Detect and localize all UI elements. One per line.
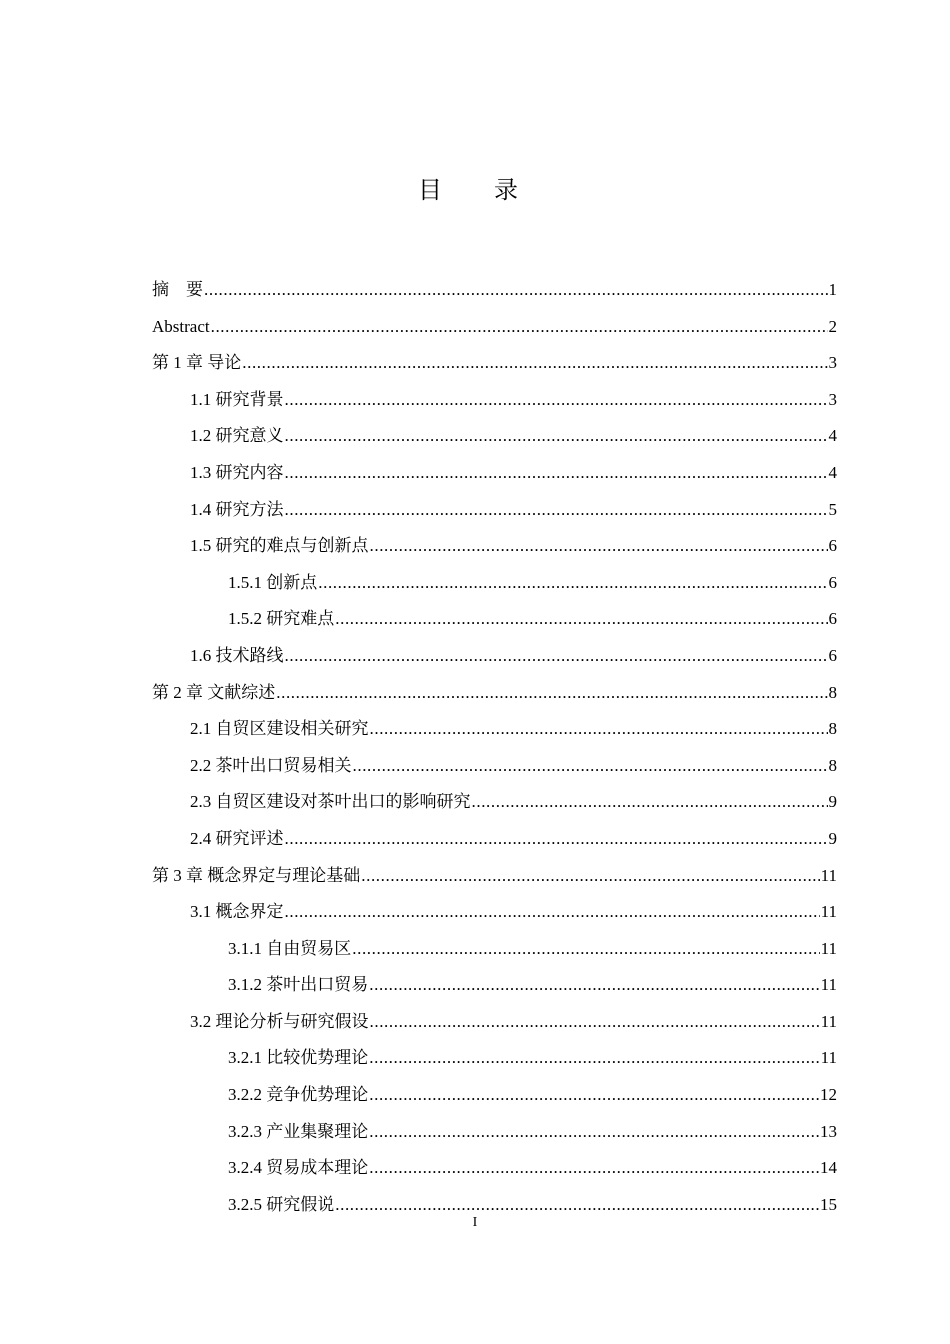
toc-entry[interactable] — [152, 528, 837, 565]
toc-entry-page: 8 — [828, 719, 837, 739]
toc-dot-leader — [318, 565, 827, 602]
toc-dot-leader — [242, 345, 827, 382]
toc-entry-label: 2.1 自贸区建设相关研究 — [190, 719, 369, 739]
toc-dot-leader — [361, 858, 819, 895]
toc-entry-page: 11 — [820, 938, 837, 958]
toc-dot-leader — [285, 894, 820, 931]
toc-dot-leader — [204, 272, 828, 309]
toc-entry-page: 11 — [820, 902, 837, 922]
toc-entry-label: 3.1 概念界定 — [190, 902, 284, 922]
toc-entry[interactable] — [152, 601, 837, 638]
toc-entry-page: 11 — [820, 865, 837, 885]
toc-entry-label: 1.5.1 创新点 — [228, 572, 318, 592]
toc-entry[interactable] — [152, 382, 837, 419]
toc-entry[interactable] — [152, 345, 837, 382]
toc-entry[interactable] — [152, 638, 837, 675]
toc-dot-leader — [472, 784, 828, 821]
toc-entry[interactable] — [152, 565, 837, 602]
toc-entry[interactable] — [152, 1040, 837, 1077]
toc-entry-page: 15 — [820, 1194, 837, 1214]
toc-entry-label: 3.2 理论分析与研究假设 — [190, 1011, 369, 1031]
toc-entry-label: 1.4 研究方法 — [190, 499, 284, 519]
toc-entry-page: 2 — [828, 316, 837, 336]
toc-entry-label: 第 2 章 文献综述 — [152, 682, 276, 702]
toc-entry[interactable] — [152, 931, 837, 968]
toc-entry-label: Abstract — [152, 316, 210, 336]
toc-entry-page: 3 — [828, 353, 837, 373]
toc-entry-page: 11 — [820, 1011, 837, 1031]
toc-entry-label: 1.6 技术路线 — [190, 645, 284, 665]
toc-dot-leader — [285, 455, 828, 492]
toc-dot-leader — [285, 821, 828, 858]
toc-dot-leader — [353, 748, 828, 785]
toc-entry-page: 4 — [828, 462, 837, 482]
toc-entry[interactable] — [152, 858, 837, 895]
toc-entry[interactable] — [152, 492, 837, 529]
toc-entry-page: 11 — [820, 1048, 837, 1068]
toc-entry[interactable] — [152, 711, 837, 748]
toc-title: 目 录 — [418, 176, 532, 204]
toc-dot-leader — [370, 1004, 820, 1041]
toc-dot-leader — [369, 1150, 819, 1187]
toc-entry-label: 1.3 研究内容 — [190, 462, 284, 482]
toc-entry-page: 9 — [828, 792, 837, 812]
toc-entry-label: 3.2.2 竞争优势理论 — [228, 1085, 369, 1105]
toc-entry-label: 3.2.1 比较优势理论 — [228, 1048, 369, 1068]
toc-entry-page: 6 — [828, 536, 837, 556]
toc-entry-page: 12 — [820, 1085, 837, 1105]
toc-dot-leader — [276, 675, 827, 712]
toc-dot-leader — [369, 1114, 819, 1151]
page-number: I — [472, 1215, 478, 1230]
toc-dot-leader — [369, 1040, 819, 1077]
toc-entry[interactable] — [152, 1004, 837, 1041]
toc-entry-label: 摘 要 — [152, 280, 203, 299]
toc-entry[interactable] — [152, 967, 837, 1004]
toc-entry[interactable] — [152, 455, 837, 492]
toc-dot-leader — [285, 638, 828, 675]
toc-entry-label: 2.4 研究评述 — [190, 828, 284, 848]
toc-entry-page: 13 — [820, 1121, 837, 1141]
toc-entry[interactable] — [152, 418, 837, 455]
toc-entry-label: 1.5 研究的难点与创新点 — [190, 536, 369, 556]
toc-dot-leader — [370, 711, 828, 748]
toc-dot-leader — [335, 601, 827, 638]
toc-entry[interactable] — [152, 894, 837, 931]
toc-entry-page: 8 — [828, 682, 837, 702]
toc-entry[interactable] — [152, 675, 837, 712]
toc-entry-page: 9 — [828, 828, 837, 848]
toc-entry-label: 1.5.2 研究难点 — [228, 609, 335, 629]
toc-dot-leader — [352, 931, 819, 968]
toc-dot-leader — [285, 382, 828, 419]
toc-entry[interactable] — [152, 272, 837, 309]
toc-entry-page: 14 — [820, 1158, 837, 1178]
toc-entry-label: 1.2 研究意义 — [190, 426, 284, 446]
toc-entry-label: 2.2 茶叶出口贸易相关 — [190, 755, 352, 775]
toc-entry-page: 1 — [828, 280, 837, 299]
toc-entry-page: 4 — [828, 426, 837, 446]
toc-dot-leader — [285, 492, 828, 529]
toc-entry-label: 1.1 研究背景 — [190, 389, 284, 409]
toc-dot-leader — [285, 418, 828, 455]
toc-dot-leader — [211, 309, 828, 346]
toc-entry[interactable] — [152, 748, 837, 785]
toc-entry-page: 5 — [828, 499, 837, 519]
toc-entry-label: 3.2.4 贸易成本理论 — [228, 1158, 369, 1178]
toc-entry-page: 11 — [820, 975, 837, 995]
toc-entry-page: 3 — [828, 389, 837, 409]
toc-entry[interactable] — [152, 784, 837, 821]
toc-entry-label: 第 3 章 概念界定与理论基础 — [152, 865, 361, 885]
toc-entry[interactable] — [152, 821, 837, 858]
toc-entry-page: 8 — [828, 755, 837, 775]
toc-dot-leader — [370, 528, 828, 565]
toc-entry[interactable] — [152, 1077, 837, 1114]
toc-entry-page: 6 — [828, 609, 837, 629]
toc-entry-label: 3.2.5 研究假说 — [228, 1194, 335, 1214]
toc-dot-leader — [369, 1077, 819, 1114]
toc-entry[interactable] — [152, 309, 837, 346]
toc-entry[interactable] — [152, 1114, 837, 1151]
toc-entry-page: 6 — [828, 645, 837, 665]
toc-entry-label: 3.2.3 产业集聚理论 — [228, 1121, 369, 1141]
toc-entry-label: 第 1 章 导论 — [152, 353, 242, 373]
toc-entry-page: 6 — [828, 572, 837, 592]
toc-dot-leader — [369, 967, 819, 1004]
toc-entry-label: 2.3 自贸区建设对茶叶出口的影响研究 — [190, 792, 471, 812]
toc-entry-label: 3.1.2 茶叶出口贸易 — [228, 975, 369, 995]
toc-entry[interactable] — [152, 1150, 837, 1187]
toc-list — [152, 272, 837, 1223]
toc-entry-label: 3.1.1 自由贸易区 — [228, 938, 352, 958]
